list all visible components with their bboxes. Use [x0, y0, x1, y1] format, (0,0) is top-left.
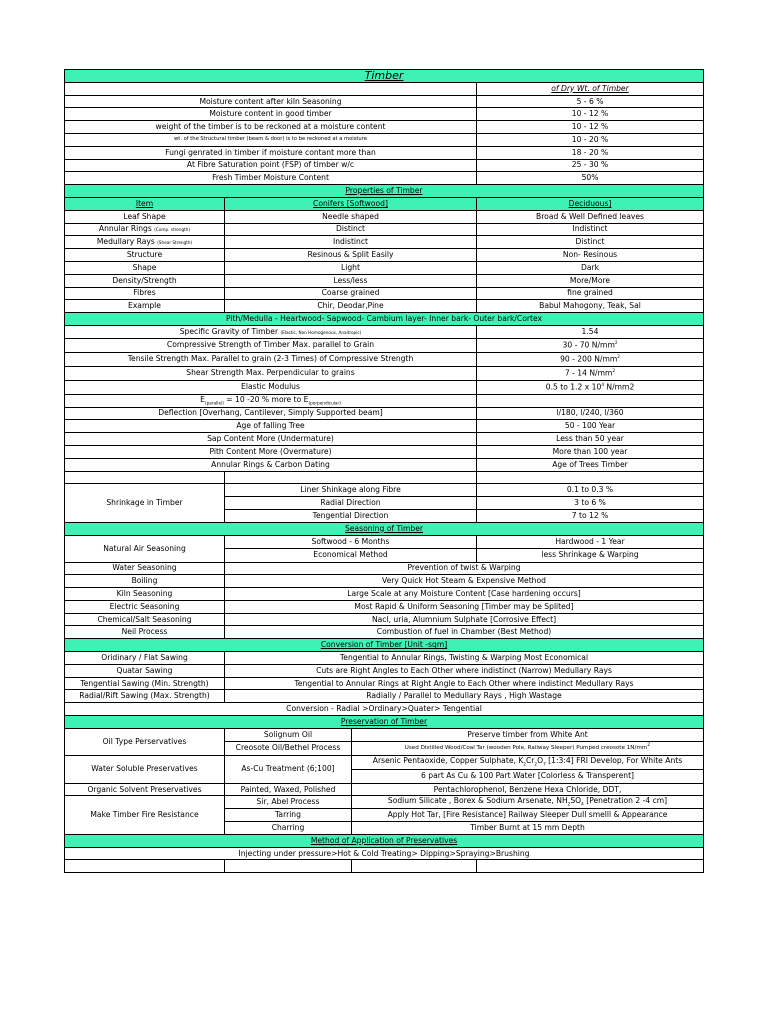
shrinkage-type: Liner Shinkage along Fibre: [225, 484, 477, 497]
property-softwood: Needle shaped: [225, 210, 477, 223]
preservative-desc: Timber Burnt at 15 mm Depth: [352, 822, 704, 835]
modulus-relation: = 10 -20 % more to E: [223, 394, 309, 404]
property-hardwood: Broad & Well Defined leaves: [477, 210, 704, 223]
seasoning-row: [65, 613, 704, 626]
shrinkage-row: [65, 484, 704, 497]
preservative-name: As-Cu Treatment (6;100]: [225, 755, 352, 783]
misc-value: More than 100 year: [477, 445, 704, 458]
strength-value: 30 - 70 N/mm: [562, 340, 615, 350]
property-item-cell: [65, 223, 225, 236]
section-heading-row: [65, 185, 704, 198]
modulus-e: E: [200, 394, 205, 404]
chem-part: SO: [570, 796, 582, 806]
preservation-row: [65, 783, 704, 796]
seasoning-label: Neil Process: [65, 626, 225, 639]
conversion-heading: Conversion of Timber [Unit -sqm]: [65, 639, 704, 652]
seasoning-value: Most Rapid & Uniform Seasoning [Timber may be Splited]: [225, 600, 704, 613]
property-hardwood: Dark: [477, 261, 704, 274]
misc-row: [65, 407, 704, 420]
fire-resistance-label: Make Timber Fire Resistance: [65, 796, 225, 834]
oil-preservative-label: Oil Type Perservatives: [65, 728, 225, 755]
property-row: [65, 210, 704, 223]
section-heading-row: [65, 313, 704, 326]
preservative-name: Sir, Abel Process: [225, 796, 352, 809]
elastic-modulus-unit: N/mm2: [604, 382, 635, 392]
strength-label: Shear Strength Max. Perpendicular to grains: [65, 366, 477, 380]
specific-gravity-note: (Elastic, Non Homogenous, Anaitropic): [280, 329, 362, 335]
moisture-row: [65, 172, 704, 185]
shrinkage-label: Shrinkage in Timber: [65, 484, 225, 522]
application-row: [65, 847, 704, 860]
timber-structure-line: Pith/Medulla - Heartwood- Sapwood- Cambium layer- Inner bark- Outer bark/Cortex: [65, 313, 704, 326]
property-hardwood: Distinct: [477, 236, 704, 249]
strength-value: 90 - 200 N/mm: [560, 354, 618, 364]
moisture-label: wt. of the Structural timber (beam & door) is to be reckoned at a moisture: [65, 133, 477, 146]
misc-label: Age of falling Tree: [65, 420, 477, 433]
property-item: Medullary Rays: [96, 237, 155, 247]
section-heading-row: [65, 639, 704, 652]
property-hardwood: Babul Mahogony, Teak, Sal: [477, 300, 704, 313]
column-header-conifers: Conifers [Softwood]: [225, 197, 477, 210]
preservative-name: Charring: [225, 822, 352, 835]
moisture-row: [65, 159, 704, 172]
preservation-heading: Preservation of Timber: [65, 716, 704, 729]
seasoning-row: [65, 626, 704, 639]
water-preservative-label: Water Soluble Preservatives: [65, 755, 225, 783]
natural-seasoning-label: Natural Air Seasoning: [65, 535, 225, 562]
preservative-desc-sup: 2: [647, 743, 651, 749]
seasoning-label: Chemical/Salt Seasoning: [65, 613, 225, 626]
preservation-row: [65, 755, 704, 769]
property-hardwood: fine grained: [477, 287, 704, 300]
misc-value: Less than 50 year: [477, 433, 704, 446]
strength-row: [65, 380, 704, 394]
strength-label: Tensile Strength Max. Parallel to grain (2-3 Times) of Compressive Strength: [65, 352, 477, 366]
property-softwood: Resinous & Split Easily: [225, 249, 477, 262]
chem-subscript: 7: [543, 761, 546, 767]
property-item-note: (Comp. strength): [154, 227, 191, 233]
property-row: [65, 274, 704, 287]
elastic-modulus-label: Elastic Modulus: [65, 380, 477, 394]
organic-preservative-label: Organic Solvent Preservatives: [65, 783, 225, 796]
property-softwood: Light: [225, 261, 477, 274]
property-hardwood: Indistinct: [477, 223, 704, 236]
moisture-label: Moisture content after kiln Seasoning: [65, 95, 477, 108]
property-softwood: Coarse grained: [225, 287, 477, 300]
conversion-label: Quatar Sawing: [65, 664, 225, 677]
moisture-value: 10 - 12 %: [477, 121, 704, 134]
moisture-row: [65, 121, 704, 134]
misc-value: 50 - 100 Year: [477, 420, 704, 433]
water-desc-2: 6 part As Cu & 100 Part Water [Colorless & Transperent]: [352, 769, 704, 783]
moisture-label: Moisture content in good timber: [65, 108, 477, 121]
seasoning-label: Boiling: [65, 575, 225, 588]
conversion-row: [65, 690, 704, 703]
moisture-value: 5 - 6 %: [477, 95, 704, 108]
seasoning-row: [65, 575, 704, 588]
application-heading: Method of Application of Preservatives: [65, 834, 704, 847]
preservative-name: Creosote Oil/Bethel Process: [225, 741, 352, 755]
sheet-title: Timber: [65, 70, 704, 83]
moisture-label: Fungi genrated in timber if moisture contant more than: [65, 146, 477, 159]
property-softwood: Chir, Deodar,Pine: [225, 300, 477, 313]
misc-label: Sap Content More (Undermature): [65, 433, 477, 446]
blank-row: [65, 471, 704, 484]
title-row: [65, 70, 704, 83]
strength-value-cell: [477, 352, 704, 366]
shrinkage-type: Radial Direction: [225, 497, 477, 510]
seasoning-row: [65, 562, 704, 575]
application-text: Injecting under pressure>Hot & Cold Treating> Dipping>Spraying>Brushing: [65, 847, 704, 860]
misc-row: [65, 445, 704, 458]
shrinkage-type: Tengential Direction: [225, 509, 477, 522]
specific-gravity-cell: [65, 325, 477, 338]
conversion-value: Radially / Parallel to Medullary Rays , High Wastage: [225, 690, 704, 703]
water-desc-1-tail: [1:3:4] FRI Develop, For White Ants: [545, 756, 683, 766]
preservative-desc: Preserve timber from White Ant: [352, 728, 704, 741]
conversion-row: [65, 677, 704, 690]
seasoning-row: [65, 588, 704, 601]
seasoning-heading: Seasoning of Timber: [65, 522, 704, 535]
strength-value-cell: [477, 366, 704, 380]
preservative-desc: Sodium Silicate , Borex & Sodium Arsenate, NH: [387, 796, 568, 806]
section-heading-row: [65, 716, 704, 729]
shrinkage-value: 7 to 12 %: [477, 509, 704, 522]
preservative-desc-tail: [Penetration 2 -4 cm]: [583, 796, 668, 806]
moisture-row: [65, 146, 704, 159]
modulus-parallel: (parallel): [204, 400, 224, 406]
specific-gravity-label: Specific Gravity of Timber: [179, 326, 279, 336]
modulus-relation-row: [65, 394, 704, 407]
timber-sheet: [64, 69, 704, 873]
conversion-value: Cuts are Right Angles to Each Other where indistinct (Narrow) Medullary Rays: [225, 664, 704, 677]
property-item-cell: [65, 236, 225, 249]
strength-row: [65, 325, 704, 338]
strength-value-cell: [477, 338, 704, 352]
property-softwood: Less/less: [225, 274, 477, 287]
property-item: Structure: [65, 249, 225, 262]
conversion-label: Tengential Sawing (Min. Strength): [65, 677, 225, 690]
property-item: Example: [65, 300, 225, 313]
property-item: Density/Strength: [65, 274, 225, 287]
chem-part: O: [537, 756, 544, 766]
property-item: Leaf Shape: [65, 210, 225, 223]
column-header-item: Item: [65, 197, 225, 210]
seasoning-value: Prevention of twist & Warping: [225, 562, 704, 575]
property-item: Fibres: [65, 287, 225, 300]
strength-row: [65, 338, 704, 352]
natural-method: Economical Method: [225, 549, 477, 563]
conversion-label: Oridinary / Flat Sawing: [65, 652, 225, 665]
modulus-perpendicular: (perpendicular): [308, 400, 341, 406]
property-item: Annular Rings: [98, 224, 152, 234]
preservative-name: Painted, Waxed, Polished: [225, 783, 352, 796]
strength-value-sup: 2: [614, 339, 618, 345]
moisture-unit-header: of Dry Wt. of Timber: [477, 82, 704, 95]
properties-heading: Properties of Timber: [65, 185, 704, 198]
preservative-desc: Used Distilled Wood/Coal Tar (wooden Pole, Railway Sleeper) Pumped creosote 1N/mm: [404, 745, 648, 752]
seasoning-label: Kiln Seasoning: [65, 588, 225, 601]
seasoning-value: Nacl, uria, Alumnium Sulphate [Corrosive Effect]: [225, 613, 704, 626]
conversion-row: [65, 664, 704, 677]
seasoning-row: [65, 600, 704, 613]
misc-value: Age of Trees Timber: [477, 458, 704, 471]
property-row: [65, 261, 704, 274]
elastic-modulus-sup: 4: [601, 381, 604, 387]
conversion-label: Radial/Rift Sawing (Max. Strength): [65, 690, 225, 703]
seasoning-value: Very Quick Hot Steam & Expensive Method: [225, 575, 704, 588]
property-row: [65, 249, 704, 262]
preservative-desc: Pentachlorophenol, Benzene Hexa Chloride, DDT,: [352, 783, 704, 796]
seasoning-value: Large Scale at any Moisture Content [Case hardening occurs]: [225, 588, 704, 601]
property-item: Shape: [65, 261, 225, 274]
strength-value-sup: 2: [617, 353, 620, 359]
preservation-row: [65, 728, 704, 741]
moisture-label: At Fibre Saturation point (FSP) of timber w/c: [65, 159, 477, 172]
conversion-order: Conversion - Radial >Ordinary>Quater> Tengential: [65, 703, 704, 716]
preservative-desc: Apply Hot Tar, [Fire Resistance] Railway Sleeper Dull smelll & Appearance: [352, 809, 704, 822]
chem-subscript: 2: [567, 801, 571, 807]
natural-note: less Shrinkage & Warping: [477, 549, 704, 563]
preservative-name: Solignum Oil: [225, 728, 352, 741]
natural-hardwood: Hardwood - 1 Year: [477, 535, 704, 549]
section-heading-row: [65, 834, 704, 847]
conversion-row: [65, 652, 704, 665]
misc-label: Annular Rings & Carbon Dating: [65, 458, 477, 471]
chem-part: Cr: [525, 756, 535, 766]
chem-subscript: 2: [534, 761, 538, 767]
misc-value: l/180, l/240, l/360: [477, 407, 704, 420]
elastic-modulus-cell: [477, 380, 704, 394]
specific-gravity-value: 1.54: [477, 325, 704, 338]
strength-value-sup: 2: [612, 367, 616, 373]
modulus-relation-cell: [65, 394, 477, 407]
moisture-row: [65, 95, 704, 108]
moisture-label: Fresh Timber Moisture Content: [65, 172, 477, 185]
conversion-value: Tengential to Annular Rings at Right Angle to Each Other where indistinct Medullary Rays: [225, 677, 704, 690]
seasoning-value: Combustion of fuel in Chamber (Best Method): [225, 626, 704, 639]
column-header-deciduous: Deciduous]: [477, 197, 704, 210]
moisture-row: [65, 108, 704, 121]
property-hardwood: Non- Resinous: [477, 249, 704, 262]
seasoning-natural-row: [65, 535, 704, 549]
misc-row: [65, 433, 704, 446]
preservative-desc-cell: [352, 741, 704, 755]
property-row: [65, 300, 704, 313]
moisture-header-row: [65, 82, 704, 95]
strength-value: 7 - 14 N/mm: [564, 368, 613, 378]
conversion-order-row: [65, 703, 704, 716]
misc-row: [65, 458, 704, 471]
preservative-name: Tarring: [225, 809, 352, 822]
seasoning-label: Electric Seasoning: [65, 600, 225, 613]
properties-column-header-row: [65, 197, 704, 210]
chem-subscript: 4: [581, 801, 584, 807]
strength-label: Compressive Strength of Timber Max. parallel to Grain: [65, 338, 477, 352]
natural-softwood: Softwood - 6 Months: [225, 535, 477, 549]
chem-subscript: 2: [523, 761, 526, 767]
conversion-value: Tengential to Annular Rings, Twisting & Warping Most Economical: [225, 652, 704, 665]
moisture-label: weight of the timber is to be reckoned at a moisture content: [65, 121, 477, 134]
property-softwood: Indistinct: [225, 236, 477, 249]
misc-row: [65, 420, 704, 433]
water-desc-1: Arsenic Pentaoxide, Copper Sulphate, K: [372, 756, 524, 766]
preservation-row: [65, 796, 704, 809]
moisture-value: 10 - 20 %: [477, 133, 704, 146]
moisture-value: 25 - 30 %: [477, 159, 704, 172]
moisture-value: 50%: [477, 172, 704, 185]
misc-label: Pith Content More (Overmature): [65, 445, 477, 458]
property-row: [65, 223, 704, 236]
property-row: [65, 287, 704, 300]
property-row: [65, 236, 704, 249]
moisture-value: 10 - 12 %: [477, 108, 704, 121]
misc-label: Deflection [Overhang, Cantilever, Simply Supported beam]: [65, 407, 477, 420]
seasoning-label: Water Seasoning: [65, 562, 225, 575]
property-softwood: Distinct: [225, 223, 477, 236]
blank-row: [65, 860, 704, 873]
shrinkage-value: 0.1 to 0.3 %: [477, 484, 704, 497]
moisture-value: 18 - 20 %: [477, 146, 704, 159]
elastic-modulus-value: 0.5 to 1.2 x 10: [545, 382, 602, 392]
strength-row: [65, 352, 704, 366]
property-hardwood: More/More: [477, 274, 704, 287]
strength-row: [65, 366, 704, 380]
moisture-row: [65, 133, 704, 146]
fire-desc-cell: [352, 796, 704, 809]
section-heading-row: [65, 522, 704, 535]
property-item-note: (Shear Strength): [157, 240, 193, 246]
water-desc-1-cell: [352, 755, 704, 769]
shrinkage-value: 3 to 6 %: [477, 497, 704, 510]
